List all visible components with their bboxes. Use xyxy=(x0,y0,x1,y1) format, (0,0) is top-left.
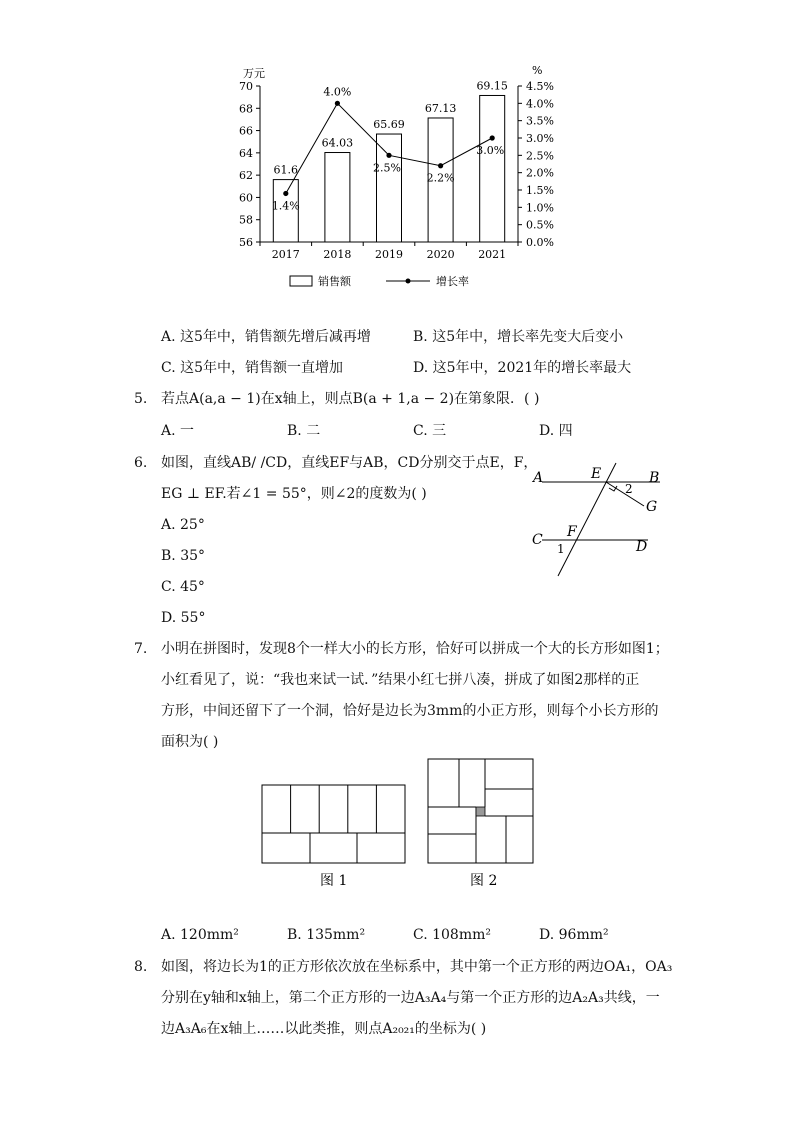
growth-value-label: 2.5% xyxy=(373,161,401,175)
y-left-tick-label: 68 xyxy=(239,102,253,116)
q6-line1: 如图，直线AB/ /CD，直线EF与AB，CD分别交于点E，F， xyxy=(161,455,538,471)
q6-option-b[interactable]: B. 35° xyxy=(161,548,206,564)
growth-point-2019 xyxy=(386,153,391,158)
q7-line2: 小红看见了，说：“我也来试一试．”结果小红七拼八凑，拼成了如图2那样的正 xyxy=(161,672,640,688)
bar-2018 xyxy=(325,153,350,242)
q7-option-d[interactable]: D. 96mm² xyxy=(539,927,609,943)
x-tick-label: 2019 xyxy=(375,248,403,261)
label-d: D xyxy=(636,539,648,555)
q5-option-c[interactable]: C. 三 xyxy=(413,423,447,439)
q8-line3: 边A₃A₆在x轴上……以此类推，则点A₂₀₂₁的坐标为( ) xyxy=(161,1021,487,1037)
figure-2-caption: 图 2 xyxy=(470,873,498,889)
label-e: E xyxy=(591,466,602,482)
growth-value-label: 4.0% xyxy=(323,85,352,99)
q5-option-a[interactable]: A. 一 xyxy=(161,423,195,439)
q7-line3: 方形，中间还留下了一个洞，恰好是边长为3mm的小正方形，则每个小长方形的 xyxy=(161,703,659,719)
growth-point-2020 xyxy=(438,163,443,168)
y-left-tick-label: 64 xyxy=(239,146,253,160)
q7-option-c[interactable]: C. 108mm² xyxy=(413,927,491,943)
q6-line2: EG ⊥ EF.若∠1 = 55°，则∠2的度数为( ) xyxy=(161,486,427,502)
q6-option-c[interactable]: C. 45° xyxy=(161,579,205,595)
y-right-tick-label: 4.5% xyxy=(526,80,554,93)
q5-option-d[interactable]: D. 四 xyxy=(539,423,573,439)
y-left-tick-label: 62 xyxy=(239,169,253,183)
y-right-tick-label: 0.5% xyxy=(526,218,554,232)
x-tick-label: 2021 xyxy=(478,248,507,261)
bar-value-label: 67.13 xyxy=(424,101,457,115)
center-hole-square xyxy=(476,807,485,816)
q4-option-b[interactable]: B. 这5年中，增长率先变大后变小 xyxy=(413,329,624,345)
y-left-tick-label: 70 xyxy=(239,80,253,93)
legend-line-label: 增长率 xyxy=(436,275,469,288)
bar-value-label: 64.03 xyxy=(321,136,354,150)
label-f: F xyxy=(567,524,577,540)
q4-option-c[interactable]: C. 这5年中，销售额一直增加 xyxy=(161,360,344,376)
line-ef xyxy=(558,463,616,576)
q4-option-a[interactable]: A. 这5年中，销售额先增后减再增 xyxy=(161,329,371,345)
y-right-tick-label: 3.5% xyxy=(526,114,554,128)
bar-2021 xyxy=(480,95,505,242)
growth-point-2017 xyxy=(283,191,288,196)
bar-value-label: 65.69 xyxy=(373,118,405,132)
y-left-unit: 万元 xyxy=(243,67,265,80)
legend-bar-swatch xyxy=(290,276,312,286)
x-tick-label: 2017 xyxy=(271,248,300,261)
q7-line4: 面积为( ) xyxy=(161,734,219,750)
y-right-tick-label: 3.0% xyxy=(526,132,554,145)
q7-number: 7. xyxy=(134,641,148,657)
q6-parallel-lines-figure xyxy=(520,455,670,585)
legend-bar-label: 销售额 xyxy=(318,275,351,288)
q6-option-d[interactable]: D. 55° xyxy=(161,610,206,626)
q4-option-d[interactable]: D. 这5年中，2021年的增长率最大 xyxy=(413,360,632,376)
bar-2019 xyxy=(377,134,402,242)
y-left-tick-label: 66 xyxy=(239,124,253,138)
q8-line1: 如图，将边长为1的正方形依次放在坐标系中，其中第一个正方形的两边OA₁，OA₃ xyxy=(161,959,673,975)
growth-point-2021 xyxy=(490,135,495,140)
y-right-tick-label: 2.5% xyxy=(526,149,554,163)
figure-1-caption: 图 1 xyxy=(320,873,348,889)
bar-value-label: 69.15 xyxy=(476,79,508,93)
x-tick-label: 2020 xyxy=(426,248,455,261)
bar-value-label: 61.6 xyxy=(273,163,299,177)
label-c: C xyxy=(532,532,543,548)
label-b: B xyxy=(649,470,660,486)
q7-option-b[interactable]: B. 135mm² xyxy=(287,927,366,943)
q5-option-b[interactable]: B. 二 xyxy=(287,423,321,439)
y-left-tick-label: 56 xyxy=(239,236,253,249)
growth-value-label: 2.2% xyxy=(426,171,455,185)
growth-value-label: 1.4% xyxy=(271,199,300,213)
x-tick-label: 2018 xyxy=(323,248,352,261)
growth-value-label: 3.0% xyxy=(476,144,505,157)
label-a: A xyxy=(533,470,544,486)
y-left-tick-label: 60 xyxy=(239,191,253,205)
q5-stem: 若点A(a,a − 1)在x轴上，则点B(a + 1,a − 2)在第象限．( ) xyxy=(161,391,540,407)
y-right-tick-label: 0.0% xyxy=(526,236,554,249)
angle-2-label: 2 xyxy=(625,482,633,496)
y-right-tick-label: 1.0% xyxy=(526,201,554,215)
y-right-tick-label: 1.5% xyxy=(526,184,554,197)
y-right-unit: % xyxy=(532,64,543,77)
growth-point-2018 xyxy=(335,101,340,106)
q8-number: 8. xyxy=(134,959,148,975)
y-right-tick-label: 2.0% xyxy=(526,166,554,180)
sales-growth-chart xyxy=(0,0,794,300)
angle-1-label: 1 xyxy=(557,542,565,556)
legend-line-marker xyxy=(406,279,411,284)
figure-1-rectangles xyxy=(262,785,405,863)
q6-number: 6. xyxy=(134,455,148,471)
y-left-tick-label: 58 xyxy=(239,213,253,227)
q7-rectangle-figures xyxy=(255,755,545,895)
q6-option-a[interactable]: A. 25° xyxy=(161,517,205,533)
q7-line1: 小明在拼图时，发现8个一样大小的长方形，恰好可以拼成一个大的长方形如图1； xyxy=(161,641,669,657)
q7-option-a[interactable]: A. 120mm² xyxy=(161,927,239,943)
q8-line2: 分别在y轴和x轴上，第二个正方形的一边A₃A₄与第一个正方形的边A₂A₃共线，一 xyxy=(161,990,660,1006)
y-right-tick-label: 4.0% xyxy=(526,97,554,111)
q5-number: 5. xyxy=(134,391,148,407)
label-g: G xyxy=(646,499,658,515)
